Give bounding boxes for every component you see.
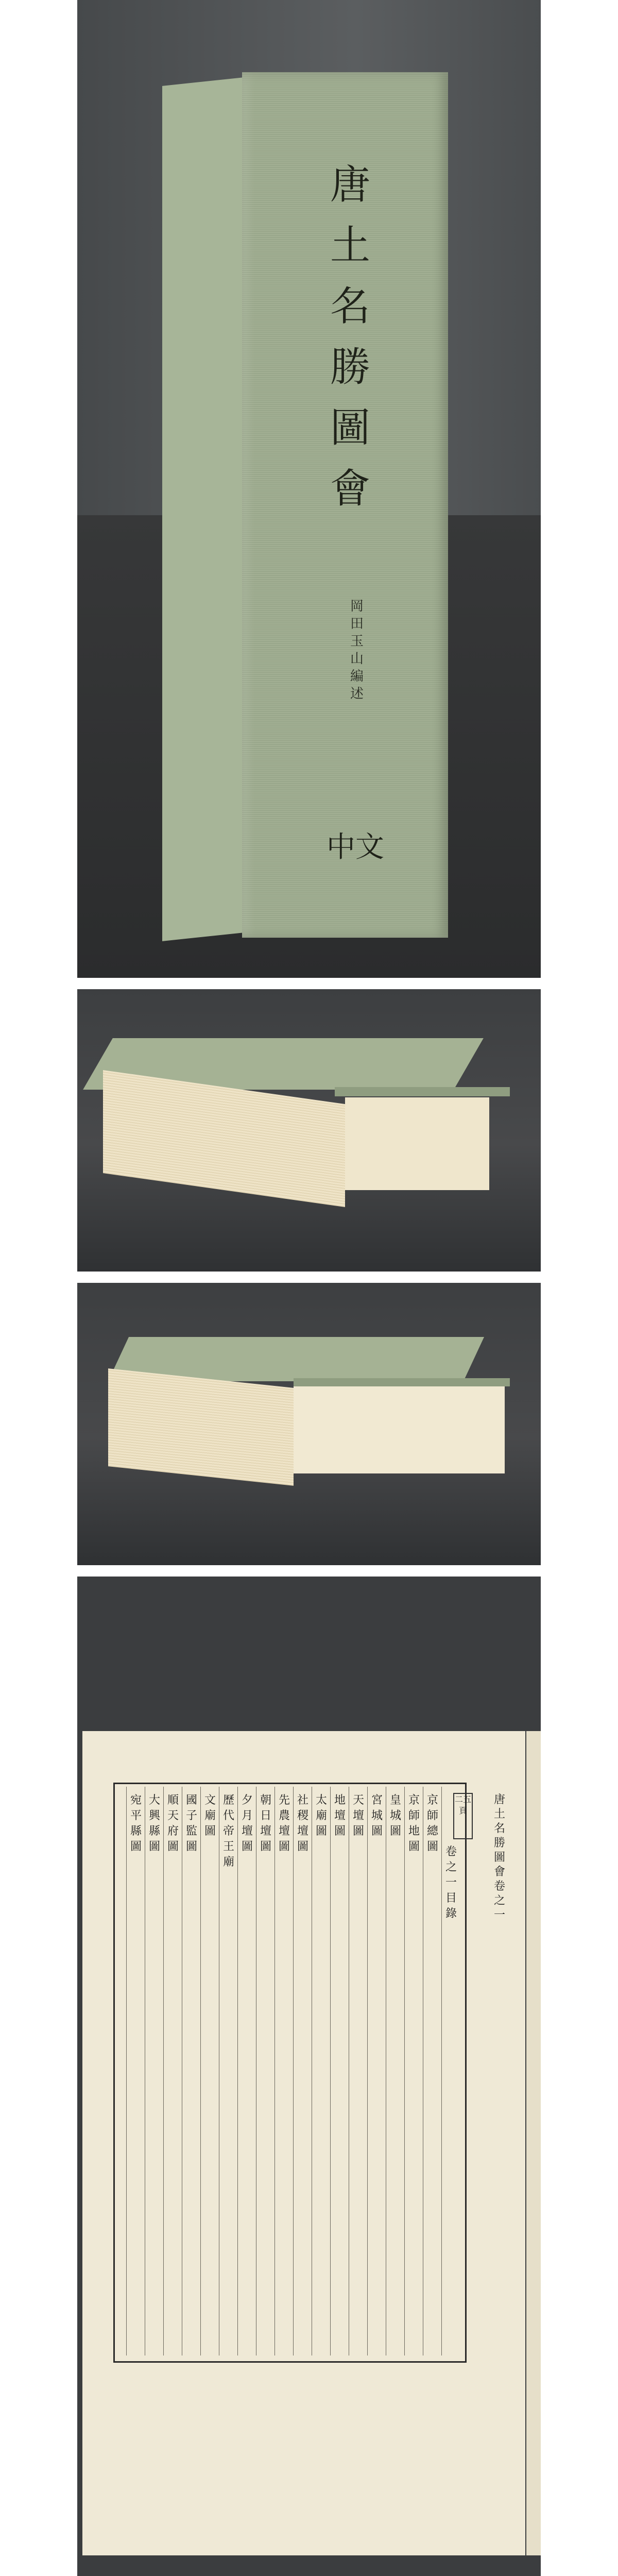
text-column: 夕月壇圖: [241, 1794, 253, 1853]
column-rule: [274, 1787, 275, 2355]
column-rule: [293, 1787, 294, 2355]
text-column: 朝日壇圖: [260, 1794, 271, 1853]
spine-author: 岡田玉山編述: [350, 599, 364, 702]
column-rule: [126, 1787, 127, 2355]
text-column: 大興縣圖: [148, 1794, 160, 1853]
text-column: 皇城圖: [389, 1794, 401, 1838]
text-column: 京師總圖: [426, 1794, 438, 1853]
text-frame: [113, 1783, 467, 2363]
text-column: 歷代帝王廟: [222, 1794, 234, 1869]
closed-book-side-photo-2: [77, 1283, 541, 1565]
spine-publisher-logo: 中文: [327, 831, 384, 864]
column-rule: [237, 1787, 238, 2355]
book-page-block: [103, 1070, 345, 1207]
text-column: 卷之一目錄: [445, 1845, 457, 1920]
book-cover-edge: [162, 77, 245, 941]
book-page-fore-edge: [345, 1097, 489, 1190]
text-column: 天壇圖: [352, 1794, 364, 1838]
column-rule: [367, 1787, 368, 2355]
text-column: 先農壇圖: [278, 1794, 290, 1853]
text-column: 社稷壇圖: [297, 1794, 308, 1853]
text-column: 太廟圖: [315, 1794, 327, 1838]
book-page-fore-edge: [294, 1386, 505, 1473]
book-cover-lip: [335, 1087, 510, 1096]
text-column: 宮城圖: [371, 1794, 383, 1838]
divider: [77, 1272, 541, 1283]
book-cover-lip: [294, 1378, 510, 1386]
page-number: 二五頁: [453, 1793, 473, 1839]
book-page-block: [108, 1368, 294, 1486]
page-header: 唐土名勝圖會卷之一: [493, 1793, 505, 1922]
spine-photo: [77, 0, 541, 978]
text-column: 國子監圖: [185, 1794, 197, 1853]
spine-title: 唐土名勝圖會: [330, 162, 370, 512]
column-rule: [200, 1787, 201, 2355]
text-column: 順天府圖: [167, 1794, 179, 1853]
open-page-photo: [77, 1577, 541, 2576]
closed-book-side-photo: [77, 989, 541, 1272]
text-column: 京師地圖: [408, 1794, 420, 1853]
divider: [77, 1565, 541, 1577]
page-right-edge: [526, 1731, 541, 2555]
column-rule: [441, 1787, 442, 2355]
column-rule: [163, 1787, 164, 2355]
text-column: 宛平縣圖: [130, 1794, 142, 1853]
text-column: 地壇圖: [334, 1794, 346, 1838]
column-rule: [330, 1787, 331, 2355]
divider: [77, 978, 541, 989]
text-column: 文廟圖: [204, 1794, 216, 1838]
column-rule: [404, 1787, 405, 2355]
